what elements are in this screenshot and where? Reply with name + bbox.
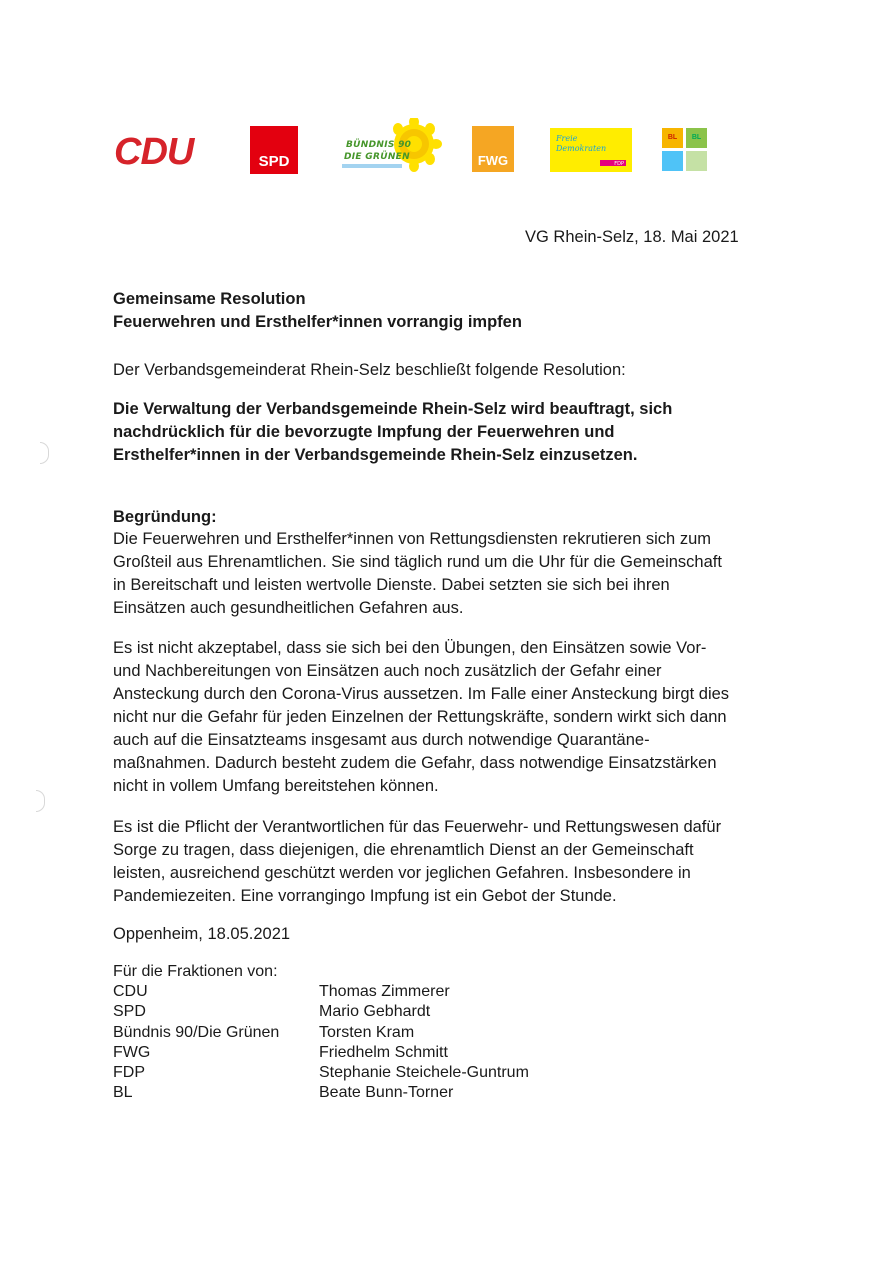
bl-logo-q1: BL bbox=[662, 128, 683, 148]
paragraph-line: auch auf die Einsatzteams insgesamt aus durch notwendige Quarantäne- bbox=[113, 731, 650, 749]
faction-row bbox=[113, 1063, 529, 1083]
place-date: Oppenheim, 18.05.2021 bbox=[113, 925, 291, 943]
heading-line: Gemeinsame Resolution bbox=[113, 290, 306, 308]
decision-line: Ersthelfer*innen in der Verbandsgemeinde Rhein-Selz einzusetzen. bbox=[113, 446, 638, 464]
bl-logo bbox=[662, 128, 708, 172]
faction-party: CDU bbox=[113, 983, 148, 1000]
faction-representative: Torsten Kram bbox=[319, 1023, 415, 1041]
resolution-heading bbox=[113, 288, 522, 334]
faction-party: FWG bbox=[113, 1043, 151, 1061]
paragraph-line: Großteil aus Ehrenamtlichen. Sie sind täglich rund um die Uhr für die Gemeinschaft bbox=[113, 553, 722, 571]
paragraph-line: und Nachbereitungen von Einsätzen auch noch zusätzlich der Gefahr einer bbox=[113, 662, 662, 680]
paragraph-line: leisten, ausreichend geschützt werden vor jeglichen Gefahren. Insbesondere in bbox=[113, 864, 691, 882]
paragraph-line: Die Feuerwehren und Ersthelfer*innen von Rettungsdiensten rekrutieren sich zum bbox=[113, 530, 711, 548]
resolution-decision bbox=[113, 398, 672, 467]
paragraph-line: Ansteckung durch den Corona-Virus aussetzen. Im Falle einer Ansteckung birgt dies bbox=[113, 685, 730, 703]
paragraph-line: in Bereitschaft und leisten wertvolle Dienste. Dabei setzten sie sich bei ihren bbox=[113, 576, 670, 594]
gruene-logo-line2: DIE GRÜNEN bbox=[344, 152, 410, 162]
fdp-logo bbox=[550, 128, 632, 172]
punch-hole-mark bbox=[40, 442, 49, 464]
faction-representative: Beate Bunn-Torner bbox=[319, 1084, 454, 1102]
factions-list bbox=[113, 982, 529, 1104]
faction-row bbox=[113, 1083, 529, 1103]
faction-representative: Thomas Zimmerer bbox=[319, 983, 450, 1000]
fdp-logo-line2: Demokraten bbox=[556, 144, 607, 153]
paragraph-1 bbox=[113, 528, 722, 620]
faction-row bbox=[113, 982, 529, 1002]
cdu-logo: CDU bbox=[114, 131, 194, 173]
bl-logo-q2: BL bbox=[686, 128, 707, 148]
factions-intro: Für die Fraktionen von: bbox=[113, 963, 278, 980]
faction-row bbox=[113, 1043, 529, 1063]
paragraph-line: Einsätzen auch gesundheitlichen Gefahren aus. bbox=[113, 599, 464, 617]
spd-logo: SPD bbox=[250, 126, 298, 174]
paragraph-line: Es ist die Pflicht der Verantwortlichen für das Feuerwehr- und Rettungswesen dafür bbox=[113, 818, 722, 836]
paragraph-line: Es ist nicht akzeptabel, dass sie sich bei den Übungen, den Einsätzen sowie Vor- bbox=[113, 639, 707, 657]
faction-row bbox=[113, 1023, 529, 1043]
heading-line: Feuerwehren und Ersthelfer*innen vorrangig impfen bbox=[113, 313, 522, 331]
fwg-logo: FWG bbox=[472, 126, 514, 172]
dateline: VG Rhein-Selz, 18. Mai 2021 bbox=[525, 228, 739, 246]
paragraph-line: maßnahmen. Dadurch besteht zudem die Gefahr, dass notwendige Einsatzstärken bbox=[113, 754, 717, 772]
fdp-logo-tag: FDP bbox=[614, 161, 624, 167]
faction-representative: Stephanie Steichele-Guntrum bbox=[319, 1064, 529, 1082]
punch-hole-mark bbox=[36, 790, 45, 812]
paragraph-line: nicht nur die Gefahr für jeden Einzelnen der Rettungskräfte, sondern wirkt sich dann bbox=[113, 708, 727, 726]
gruene-logo bbox=[340, 118, 444, 176]
gruene-logo-line1: BÜNDNIS 90 bbox=[346, 140, 412, 150]
reason-title: Begründung: bbox=[113, 508, 217, 526]
bl-logo-q4 bbox=[686, 151, 707, 171]
faction-representative: Friedhelm Schmitt bbox=[319, 1043, 448, 1061]
decision-line: Die Verwaltung der Verbandsgemeinde Rhein-Selz wird beauftragt, sich bbox=[113, 400, 673, 418]
faction-party: SPD bbox=[113, 1003, 146, 1021]
fdp-logo-line1: Freie bbox=[556, 134, 578, 143]
faction-party: Bündnis 90/Die Grünen bbox=[113, 1023, 280, 1041]
decision-line: nachdrücklich für die bevorzugte Impfung der Feuerwehren und bbox=[113, 423, 615, 441]
paragraph-2 bbox=[113, 637, 729, 798]
paragraph-3 bbox=[113, 816, 721, 908]
bl-logo-q3 bbox=[662, 151, 683, 171]
faction-party: FDP bbox=[113, 1064, 145, 1082]
faction-party: BL bbox=[113, 1084, 133, 1102]
faction-representative: Mario Gebhardt bbox=[319, 1003, 431, 1021]
paragraph-line: Sorge zu tragen, dass diejenigen, die ehrenamtlich Dienst an der Gemeinschaft bbox=[113, 841, 694, 859]
paragraph-line: Pandemiezeiten. Eine vorrangingo Impfung ist ein Gebot der Stunde. bbox=[113, 887, 617, 905]
intro-text: Der Verbandsgemeinderat Rhein-Selz beschließt folgende Resolution: bbox=[113, 361, 626, 379]
paragraph-line: nicht in vollem Umfang bereitstehen können. bbox=[113, 777, 439, 795]
party-logos bbox=[112, 118, 722, 180]
faction-row bbox=[113, 1002, 529, 1022]
